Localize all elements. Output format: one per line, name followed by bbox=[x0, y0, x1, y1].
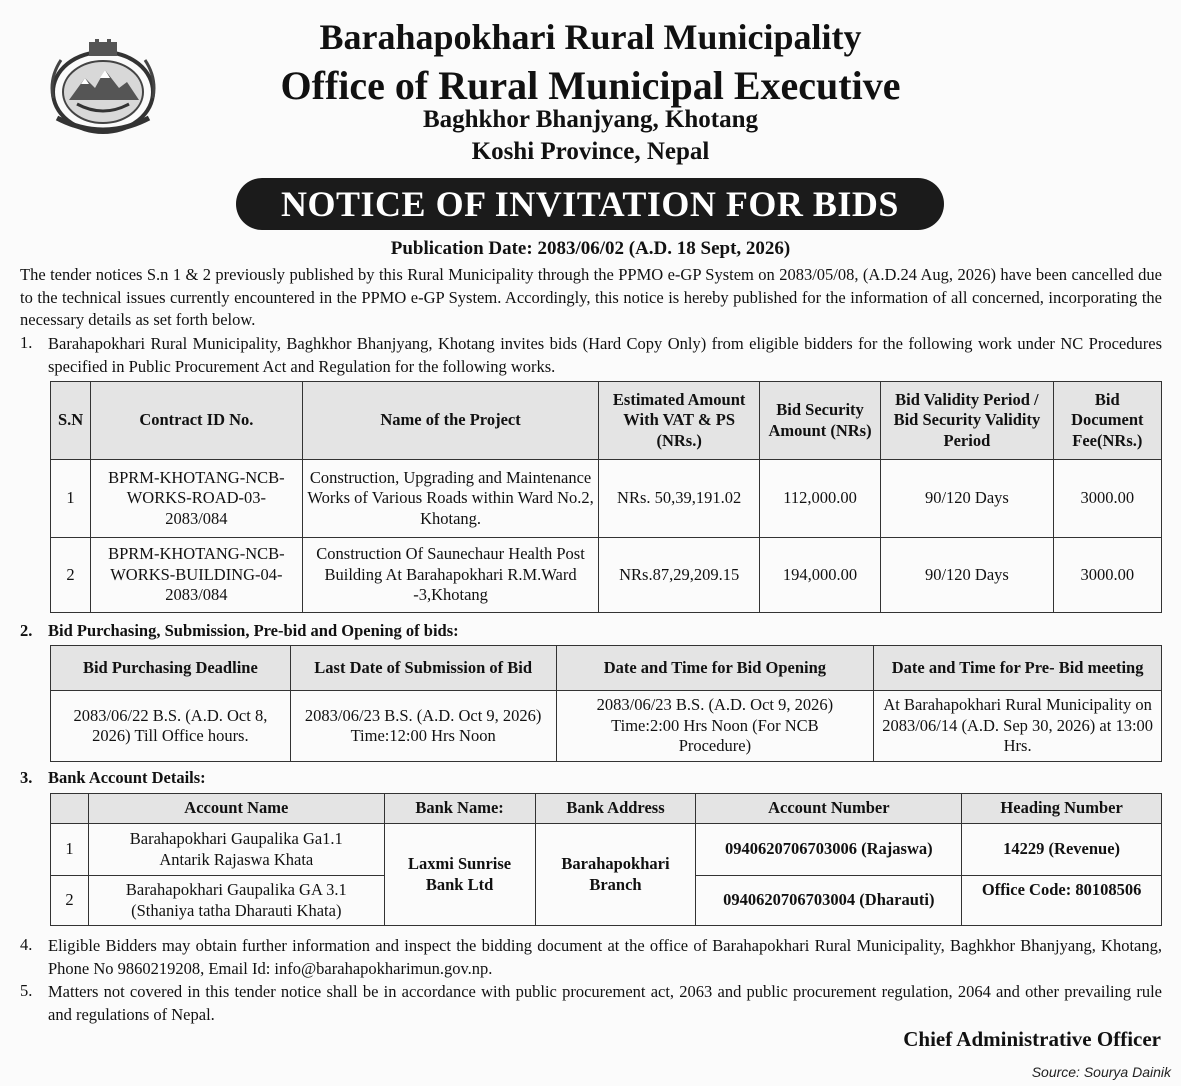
table-header: Account Number bbox=[696, 794, 962, 824]
table-header: Estimated Amount With VAT & PS (NRs.) bbox=[599, 382, 759, 460]
municipality-name: Barahapokhari Rural Municipality bbox=[319, 17, 862, 57]
table-header: S.N bbox=[51, 382, 91, 460]
schedule-header-row bbox=[51, 646, 1162, 691]
bid-schedule-table bbox=[50, 645, 1162, 762]
table-row bbox=[51, 824, 1162, 876]
table-cell: NRs.87,29,209.15 bbox=[599, 538, 759, 613]
table-header: Heading Number bbox=[962, 794, 1162, 824]
item-4-text bbox=[48, 935, 1162, 980]
table-cell: 90/120 Days bbox=[881, 538, 1053, 613]
table-header: Bid Document Fee(NRs.) bbox=[1053, 382, 1161, 460]
account-number-cell: 0940620706703006 (Rajaswa) bbox=[696, 824, 962, 876]
office-name: Office of Rural Municipal Executive bbox=[280, 63, 901, 108]
table-cell: 2 bbox=[51, 538, 91, 613]
address-line: Baghkhor Bhanjyang, Khotang bbox=[422, 106, 759, 133]
table-cell: 90/120 Days bbox=[881, 460, 1053, 538]
table-row bbox=[51, 538, 1162, 613]
table-header: Bid Security Amount (NRs) bbox=[759, 382, 880, 460]
item-number: 3. bbox=[20, 768, 33, 787]
table-header: Date and Time for Bid Opening bbox=[556, 646, 874, 691]
table-cell: 3000.00 bbox=[1053, 538, 1161, 613]
item-number: 1. bbox=[20, 333, 33, 352]
works-table bbox=[50, 381, 1162, 613]
table-row bbox=[51, 691, 1162, 762]
table-cell: Construction, Upgrading and Maintenance Works of Various Roads within Ward No.2, Khotang. bbox=[302, 460, 599, 538]
table-cell: Barahapokhari Gaupalika Ga1.1 Antarik Rajaswa Khata bbox=[88, 824, 384, 876]
heading-number-cell: 14229 (Revenue) bbox=[962, 824, 1162, 876]
table-cell: Construction Of Saunechaur Health Post Building At Barahapokhari R.M.Ward -3,Khotang bbox=[302, 538, 599, 613]
table-header: Bid Validity Period / Bid Security Validity Period bbox=[881, 382, 1053, 460]
table-cell: 2083/06/23 B.S. (A.D. Oct 9, 2026) Time:2:00 Hrs Noon (For NCB Procedure) bbox=[556, 691, 874, 762]
table-cell: 1 bbox=[51, 824, 89, 876]
intro-paragraph: The tender notices S.n 1 & 2 previously published by this Rural Municipality through the PPMO e-GP System on 2083/05/08, (A.D.24 Aug, 2026) have been cancelled due to the technical issues currently encountered in the PPMO e-GP System. Accordingly, this notice is hereby published for the information of all concerned, incorporating the necessary details as set forth below. bbox=[20, 265, 1162, 329]
table-header: Bank Address bbox=[535, 794, 696, 824]
bank-header-row bbox=[51, 794, 1162, 824]
bank-account-table bbox=[50, 793, 1162, 926]
table-cell: Barahapokhari Gaupalika GA 3.1 (Sthaniya tatha Dharauti Khata) bbox=[88, 876, 384, 926]
table-cell: 2 bbox=[51, 876, 89, 926]
bank-address-cell: Barahapokhari Branch bbox=[535, 824, 696, 926]
publication-date: Publication Date: 2083/06/02 (A.D. 18 Sept, 2026) bbox=[390, 238, 791, 259]
item-5-text: Matters not covered in this tender notice shall be in accordance with public procurement act, 2063 and public procurement regulation, 2064 and other prevailing rule and regulations of Nepal. bbox=[48, 982, 1162, 1024]
table-header: Account Name bbox=[88, 794, 384, 824]
bank-name-cell: Laxmi Sunrise Bank Ltd bbox=[384, 824, 535, 926]
item-number: 5. bbox=[20, 981, 33, 1000]
heading-number-cell: Office Code: 80108506 bbox=[962, 876, 1162, 926]
table-header: Contract ID No. bbox=[91, 382, 303, 460]
table-cell: 2083/06/23 B.S. (A.D. Oct 9, 2026) Time:12:00 Hrs Noon bbox=[290, 691, 556, 762]
province-line: Koshi Province, Nepal bbox=[471, 138, 710, 165]
table-cell: BPRM-KHOTANG-NCB-WORKS-ROAD-03-2083/084 bbox=[91, 460, 303, 538]
section-2-title: Bid Purchasing, Submission, Pre-bid and Opening of bids: bbox=[48, 621, 459, 640]
account-number-cell: 0940620706703004 (Dharauti) bbox=[696, 876, 962, 926]
section-3-title: Bank Account Details: bbox=[48, 768, 206, 787]
signature-title: Chief Administrative Officer bbox=[903, 1027, 1161, 1051]
table-header: Bid Purchasing Deadline bbox=[51, 646, 291, 691]
item-1-text: Barahapokhari Rural Municipality, Baghkhor Bhanjyang, Khotang invites bids (Hard Copy Only) from eligible bidders for the following work under NC Procedures specified in Public Procurement Act and Regulation for the following works. bbox=[48, 334, 1162, 376]
item-4-body: Eligible Bidders may obtain further information and inspect the bidding document at the office of Barahapokhari Rural Municipality, Baghkhor Bhanjyang, Khotang, Phone No 9860219208, Email Id: info@barahapokharimun.gov.np. bbox=[48, 936, 1162, 978]
item-number: 4. bbox=[20, 935, 33, 954]
table-cell: At Barahapokhari Rural Municipality on 2083/06/14 (A.D. Sep 30, 2026) at 13:00 Hrs. bbox=[874, 691, 1162, 762]
table-cell: BPRM-KHOTANG-NCB-WORKS-BUILDING-04-2083/084 bbox=[91, 538, 303, 613]
table-cell: 1 bbox=[51, 460, 91, 538]
source-credit: Source: Sourya Dainik bbox=[1031, 1064, 1171, 1080]
table-row bbox=[51, 460, 1162, 538]
works-table-header-row bbox=[51, 382, 1162, 460]
table-header: Bank Name: bbox=[384, 794, 535, 824]
table-header: Name of the Project bbox=[302, 382, 599, 460]
table-cell: 112,000.00 bbox=[759, 460, 880, 538]
table-header: Last Date of Submission of Bid bbox=[290, 646, 556, 691]
table-header bbox=[51, 794, 89, 824]
table-cell: NRs. 50,39,191.02 bbox=[599, 460, 759, 538]
table-cell: 3000.00 bbox=[1053, 460, 1161, 538]
table-cell: 194,000.00 bbox=[759, 538, 880, 613]
notice-title-banner: NOTICE OF INVITATION FOR BIDS bbox=[236, 178, 944, 230]
table-cell: 2083/06/22 B.S. (A.D. Oct 8, 2026) Till Office hours. bbox=[51, 691, 291, 762]
table-header: Date and Time for Pre- Bid meeting bbox=[874, 646, 1162, 691]
item-number: 2. bbox=[20, 621, 33, 640]
